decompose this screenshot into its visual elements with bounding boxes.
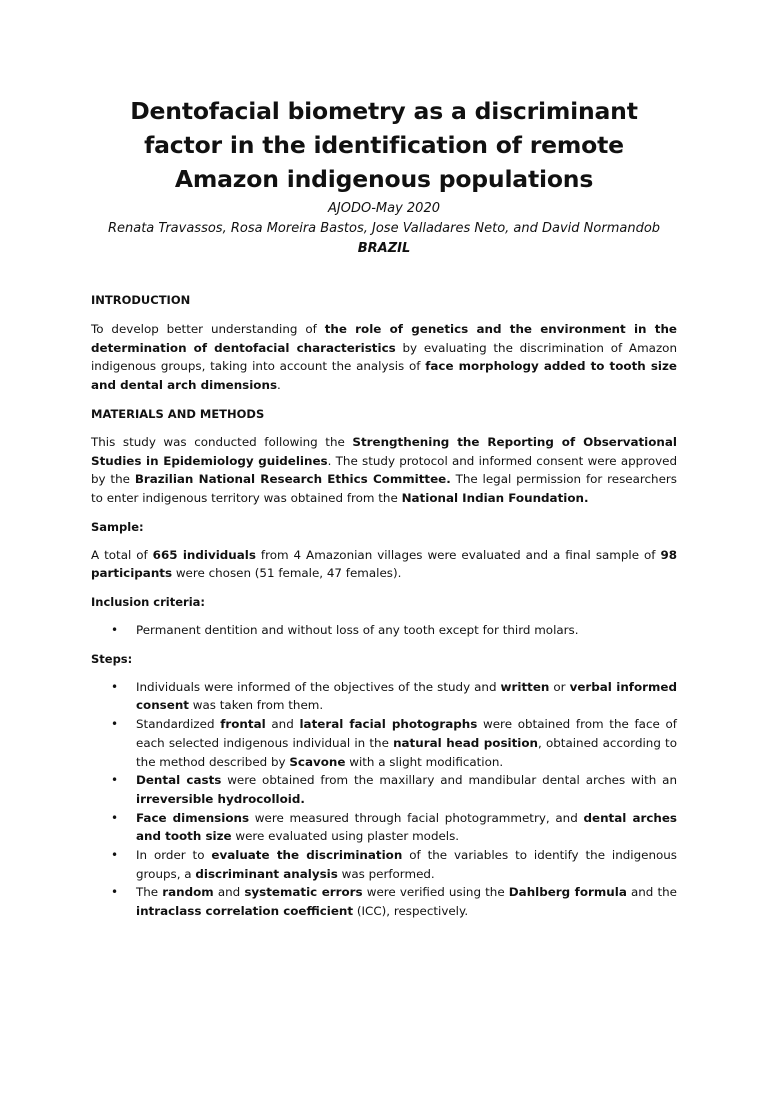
text-run: Standardized xyxy=(136,717,221,732)
bold-text-run: Face dimensions xyxy=(136,810,250,825)
journal-citation: AJODO-May 2020 xyxy=(328,201,440,216)
text-run: were verified using the xyxy=(362,885,509,900)
bullet-icon: • xyxy=(111,885,119,900)
text-run: . xyxy=(277,378,281,393)
bold-text-run: frontal xyxy=(220,717,266,732)
text-run: The xyxy=(136,885,163,900)
bold-text-run: Brazilian National Research Ethics Committee. xyxy=(134,472,451,487)
article-title xyxy=(91,94,677,196)
bold-text-run: Scavone xyxy=(289,754,346,769)
text-run: was taken from them. xyxy=(188,698,324,713)
text-run: were measured through facial photogrammetry, and xyxy=(249,810,584,825)
bullet-icon: • xyxy=(111,623,119,638)
text-run: This study was conducted following the xyxy=(91,434,353,449)
introduction-paragraph xyxy=(91,320,677,395)
list-item-text: Permanent dentition and without loss of any tooth except for third molars. xyxy=(136,623,579,638)
text-run: . The study protocol and informed consent were approved by the xyxy=(91,453,677,487)
text-run: , obtained according to the method described by xyxy=(136,735,677,769)
text-run: were chosen (51 female, 47 females). xyxy=(172,566,402,581)
author-list: Renata Travassos, Rosa Moreira Bastos, Jose Valladares Neto, and David Normandob xyxy=(107,221,661,236)
bullet-icon: • xyxy=(111,810,119,825)
title-line: Dentofacial biometry as a discriminant xyxy=(130,97,638,125)
text-run: and xyxy=(265,717,300,732)
bold-text-run: discriminant analysis xyxy=(195,866,338,881)
list-item xyxy=(91,883,677,920)
bold-text-run: lateral facial photographs xyxy=(299,717,478,732)
text-run: of the variables to identify the indigenous groups, a xyxy=(136,848,678,881)
list-item xyxy=(91,809,677,846)
bold-text-run: evaluate the discrimination xyxy=(211,848,403,863)
text-run: was performed. xyxy=(337,866,435,881)
bold-text-run: Dental casts xyxy=(136,773,222,788)
country-label: BRAZIL xyxy=(357,241,411,256)
bullet-icon: • xyxy=(111,717,119,732)
text-run: To develop better understanding of xyxy=(91,322,325,336)
bold-text-run: dental arches and tooth size xyxy=(136,810,677,844)
bold-text-run: 98 participants xyxy=(91,547,677,581)
bold-text-run: random xyxy=(162,885,214,900)
list-item xyxy=(91,678,677,715)
methods-paragraph xyxy=(91,433,677,508)
methods-heading: MATERIALS AND METHODS xyxy=(91,406,265,421)
text-run: and xyxy=(213,885,245,900)
bold-text-run: intraclass correlation coefficient xyxy=(136,904,354,919)
text-run: with a slight modification. xyxy=(345,754,504,769)
text-run: were evaluated using plaster models. xyxy=(231,829,460,844)
text-run: were obtained from the maxillary and mandibular dental arches with an xyxy=(221,773,677,788)
text-run: or xyxy=(549,679,570,694)
list-item xyxy=(91,715,677,771)
bold-text-run: verbal informed consent xyxy=(136,679,677,713)
bold-text-run: National Indian Foundation. xyxy=(401,490,589,505)
bullet-icon: • xyxy=(111,848,119,863)
text-run: from 4 Amazonian villages were evaluated and a final sample of xyxy=(255,547,661,562)
bold-text-run: Dahlberg formula xyxy=(508,885,627,900)
bold-text-run: the role of genetics and the environment in the determination of dentofacial characteristics xyxy=(91,322,677,355)
text-run: (ICC), respectively. xyxy=(353,904,469,919)
bold-text-run: irreversible hydrocolloid. xyxy=(136,791,305,806)
bullet-icon: • xyxy=(111,679,119,694)
title-line: factor in the identification of remote xyxy=(144,131,624,159)
steps-list xyxy=(91,678,677,921)
text-run: by evaluating the discrimination of Amazon indigenous groups, taking into account the analysis of xyxy=(91,340,677,374)
bold-text-run: natural head position xyxy=(393,735,539,750)
list-item xyxy=(91,771,677,808)
steps-heading: Steps: xyxy=(91,651,133,666)
inclusion-heading: Inclusion criteria: xyxy=(91,595,205,610)
bold-text-run: face morphology added to tooth size and dental arch dimensions xyxy=(91,359,677,393)
bold-text-run: systematic errors xyxy=(244,885,363,900)
text-run: Individuals were informed of the objectives of the study and xyxy=(136,679,501,694)
text-run: In order to xyxy=(136,848,212,863)
introduction-heading: INTRODUCTION xyxy=(91,293,191,307)
bold-text-run: 665 individuals xyxy=(152,547,256,562)
bold-text-run: written xyxy=(500,679,550,694)
bullet-icon: • xyxy=(111,773,119,788)
text-run: were obtained from the face of each selected indigenous individual in the xyxy=(136,717,677,750)
list-item xyxy=(91,846,677,883)
bold-text-run: Strengthening the Reporting of Observational Studies in Epidemiology guidelines xyxy=(91,434,677,468)
document-page xyxy=(0,94,768,1118)
title-line: Amazon indigenous populations xyxy=(174,165,594,193)
text-run: and the xyxy=(626,885,677,900)
sample-heading: Sample: xyxy=(91,519,144,534)
text-run: The legal permission for researchers to enter indigenous territory was obtained from the xyxy=(91,472,677,505)
list-item xyxy=(91,621,677,640)
text-run: A total of xyxy=(91,547,153,562)
sample-paragraph xyxy=(91,546,677,583)
inclusion-list xyxy=(91,621,677,640)
